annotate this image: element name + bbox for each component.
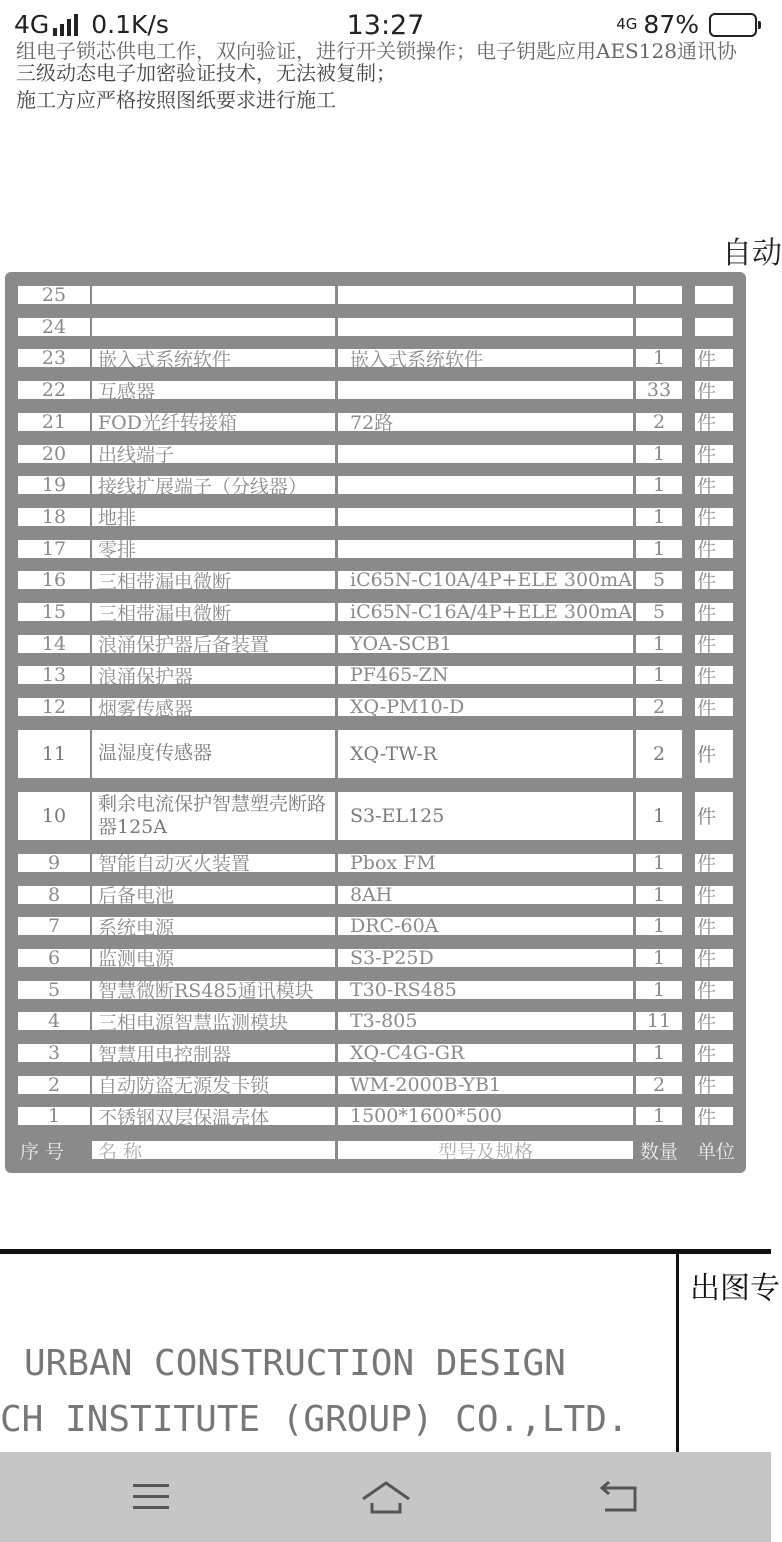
cell-qty xyxy=(636,286,682,304)
table-row xyxy=(5,1105,746,1129)
cell-qty xyxy=(636,318,682,336)
cell-unit xyxy=(695,286,733,304)
table-row xyxy=(5,347,746,371)
cell-no: 18 xyxy=(18,508,90,526)
table-row xyxy=(5,1042,746,1066)
table-row xyxy=(5,569,746,593)
table-row xyxy=(5,601,746,625)
cell-qty: 1 xyxy=(636,666,682,684)
back-icon xyxy=(599,1480,641,1514)
cell-unit: 件 xyxy=(695,635,733,653)
cell-model: XQ-PM10-D xyxy=(338,698,633,716)
cell-name xyxy=(92,318,335,336)
note-line-2: 施工方应严格按照图纸要求进行施工 xyxy=(16,88,336,112)
cell-qty: 1 xyxy=(636,635,682,653)
cell-unit: 件 xyxy=(695,949,733,967)
cell-model: YOA-SCB1 xyxy=(338,635,633,653)
cell-model: 8AH xyxy=(338,886,633,904)
cell-name: 地排 xyxy=(92,508,335,526)
table-row xyxy=(5,286,746,304)
cell-name: 剩余电流保护智慧塑壳断路器125A xyxy=(92,792,335,840)
cell-no: 7 xyxy=(18,917,90,935)
table-row xyxy=(5,664,746,688)
cell-qty: 2 xyxy=(636,1076,682,1094)
cell-unit: 件 xyxy=(695,917,733,935)
document-notes xyxy=(16,39,737,114)
cell-no: 10 xyxy=(18,792,90,840)
header-unit: 单位 xyxy=(697,1140,736,1163)
cell-no: 3 xyxy=(18,1044,90,1062)
cell-unit: 件 xyxy=(695,476,733,494)
cell-model: T3-805 xyxy=(338,1012,633,1030)
cell-unit: 件 xyxy=(695,1012,733,1030)
cell-model xyxy=(338,476,633,494)
cell-model: T30-RS485 xyxy=(338,981,633,999)
cell-model: 72路 xyxy=(338,413,633,431)
cell-model xyxy=(338,381,633,399)
cell-no: 21 xyxy=(18,413,90,431)
table-row xyxy=(5,978,746,1003)
cell-model: DRC-60A xyxy=(338,917,633,935)
cell-qty: 5 xyxy=(636,571,682,589)
cell-qty: 1 xyxy=(636,949,682,967)
cell-model: 嵌入式系统软件 xyxy=(338,349,633,367)
cell-no: 5 xyxy=(18,981,90,999)
table-row xyxy=(5,730,746,778)
company-name-line-2: CH INSTITUTE (GROUP) CO.,LTD. xyxy=(0,1399,629,1440)
title-block-label: 出图专 xyxy=(690,1271,780,1306)
cell-model: WM-2000B-YB1 xyxy=(338,1076,633,1094)
cell-unit xyxy=(695,318,733,336)
table-row xyxy=(5,792,746,840)
side-label: 自动 xyxy=(722,236,782,271)
cell-no: 25 xyxy=(18,286,90,304)
cell-model: iC65N-C16A/4P+ELE 300mA xyxy=(338,603,633,621)
title-block-border xyxy=(0,1249,771,1254)
note-line-1: 三级动态电子加密验证技术，无法被复制； xyxy=(16,61,396,85)
cell-qty: 33 xyxy=(636,381,682,399)
cell-name: 不锈钢双层保温壳体 xyxy=(92,1107,335,1125)
cell-no: 4 xyxy=(18,1012,90,1030)
header-model: 型号及规格 xyxy=(338,1141,633,1159)
cell-qty: 1 xyxy=(636,508,682,526)
cell-no: 17 xyxy=(18,540,90,558)
cell-qty: 2 xyxy=(636,413,682,431)
cell-name: 自动防盗无源发卡锁 xyxy=(92,1076,335,1094)
header-no: 序 号 xyxy=(20,1140,65,1163)
cell-model xyxy=(338,318,633,336)
cell-no: 22 xyxy=(18,381,90,399)
cell-unit: 件 xyxy=(695,698,733,716)
cell-model xyxy=(338,540,633,558)
cell-no: 1 xyxy=(18,1107,90,1125)
cell-no: 19 xyxy=(18,476,90,494)
cell-name: 互感器 xyxy=(92,381,335,399)
menu-icon xyxy=(131,1481,171,1513)
cell-unit: 件 xyxy=(695,854,733,872)
header-name: 名 称 xyxy=(92,1141,335,1159)
cell-name: 后备电池 xyxy=(92,886,335,904)
cell-name: 智慧微断RS485通讯模块 xyxy=(92,981,335,999)
cell-qty: 1 xyxy=(636,917,682,935)
cell-unit: 件 xyxy=(695,413,733,431)
cell-unit: 件 xyxy=(695,730,733,778)
cell-name: 烟雾传感器 xyxy=(92,698,335,716)
cell-qty: 1 xyxy=(636,854,682,872)
cell-name xyxy=(92,286,335,304)
table-header-row xyxy=(5,1140,746,1163)
cell-name: 三相带漏电微断 xyxy=(92,571,335,589)
cell-qty: 1 xyxy=(636,1044,682,1062)
cell-unit: 件 xyxy=(695,349,733,367)
cell-unit: 件 xyxy=(695,1076,733,1094)
table-row xyxy=(5,883,746,907)
network-type: 4G xyxy=(14,10,50,39)
cell-model: PF465-ZN xyxy=(338,666,633,684)
cell-name: FOD光纤转接箱 xyxy=(92,413,335,431)
back-button[interactable] xyxy=(580,1452,660,1542)
cell-unit: 件 xyxy=(695,381,733,399)
cell-no: 23 xyxy=(18,349,90,367)
note-line-cut: 组电子锁芯供电工作，双向验证，进行开关锁操作；电子钥匙应用AES128通讯协 xyxy=(16,39,737,63)
cell-qty: 1 xyxy=(636,886,682,904)
cell-no: 2 xyxy=(18,1076,90,1094)
equipment-table xyxy=(5,272,746,1173)
header-qty: 数量 xyxy=(639,1140,678,1163)
table-row xyxy=(5,632,746,657)
network-speed: 0.1K/s xyxy=(91,10,169,39)
table-row xyxy=(5,915,746,939)
cell-unit: 件 xyxy=(695,1107,733,1125)
cell-no: 24 xyxy=(18,318,90,336)
table-row xyxy=(5,315,746,338)
cell-unit: 件 xyxy=(695,1044,733,1062)
cell-unit: 件 xyxy=(695,571,733,589)
cell-model: XQ-TW-R xyxy=(338,730,633,778)
cell-unit: 件 xyxy=(695,792,733,840)
home-button[interactable] xyxy=(346,1452,426,1542)
cell-no: 15 xyxy=(18,603,90,621)
home-icon xyxy=(360,1479,412,1515)
cell-model: Pbox FM xyxy=(338,854,633,872)
cell-model: 1500*1600*500 xyxy=(338,1107,633,1125)
cell-no: 16 xyxy=(18,571,90,589)
cell-name: 系统电源 xyxy=(92,917,335,935)
cell-unit: 件 xyxy=(695,886,733,904)
cell-unit: 件 xyxy=(695,666,733,684)
cell-qty: 1 xyxy=(636,349,682,367)
cell-name: 浪涌保护器后备装置 xyxy=(92,635,335,653)
cell-name: 温湿度传感器 xyxy=(92,730,335,778)
menu-button[interactable] xyxy=(111,1452,191,1542)
title-block-divider xyxy=(676,1254,679,1454)
cell-name: 智慧用电控制器 xyxy=(92,1044,335,1062)
cell-unit: 件 xyxy=(695,603,733,621)
cell-unit: 件 xyxy=(695,508,733,526)
cell-model: iC65N-C10A/4P+ELE 300mA xyxy=(338,571,633,589)
table-row xyxy=(5,696,746,720)
cell-qty: 1 xyxy=(636,981,682,999)
cell-no: 20 xyxy=(18,445,90,463)
cell-model: S3-EL125 xyxy=(338,792,633,840)
cell-no: 12 xyxy=(18,698,90,716)
table-row xyxy=(5,851,746,876)
cell-qty: 5 xyxy=(636,603,682,621)
cell-model xyxy=(338,508,633,526)
battery-icon xyxy=(709,13,757,37)
navigation-bar xyxy=(0,1452,771,1542)
cell-qty: 2 xyxy=(636,698,682,716)
table-row xyxy=(5,442,746,466)
table-row xyxy=(5,474,746,498)
cell-name: 零排 xyxy=(92,540,335,558)
cell-name: 三相带漏电微断 xyxy=(92,603,335,621)
table-row xyxy=(5,537,746,562)
cell-model xyxy=(338,445,633,463)
cell-qty: 1 xyxy=(636,1107,682,1125)
cell-qty: 11 xyxy=(636,1012,682,1030)
company-name-line-1: URBAN CONSTRUCTION DESIGN xyxy=(24,1343,566,1384)
cell-name: 嵌入式系统软件 xyxy=(92,349,335,367)
cell-no: 14 xyxy=(18,635,90,653)
cell-no: 6 xyxy=(18,949,90,967)
cell-unit: 件 xyxy=(695,540,733,558)
cell-unit: 件 xyxy=(695,981,733,999)
cell-no: 13 xyxy=(18,666,90,684)
status-right xyxy=(616,10,757,39)
cell-name: 监测电源 xyxy=(92,949,335,967)
cell-qty: 1 xyxy=(636,792,682,840)
cell-qty: 1 xyxy=(636,476,682,494)
cell-name: 出线端子 xyxy=(92,445,335,463)
table-row xyxy=(5,1073,746,1098)
cell-name: 浪涌保护器 xyxy=(92,666,335,684)
cell-model xyxy=(338,286,633,304)
cell-qty: 1 xyxy=(636,540,682,558)
cell-model: XQ-C4G-GR xyxy=(338,1044,633,1062)
table-row xyxy=(5,946,746,971)
cell-name: 接线扩展端子（分线器） xyxy=(92,476,335,494)
cell-name: 三相电源智慧监测模块 xyxy=(92,1012,335,1030)
table-row xyxy=(5,410,746,435)
cell-name: 智能自动灭火装置 xyxy=(92,854,335,872)
cell-qty: 1 xyxy=(636,445,682,463)
table-row xyxy=(5,505,746,530)
battery-percent: 87% xyxy=(643,10,699,39)
cell-qty: 2 xyxy=(636,730,682,778)
cell-no: 11 xyxy=(18,730,90,778)
clock: 13:27 xyxy=(346,10,425,41)
network-type-right: 4G xyxy=(616,15,638,33)
table-row xyxy=(5,379,746,403)
cell-model: S3-P25D xyxy=(338,949,633,967)
cell-unit: 件 xyxy=(695,445,733,463)
cell-no: 9 xyxy=(18,854,90,872)
cell-no: 8 xyxy=(18,886,90,904)
table-row xyxy=(5,1010,746,1034)
